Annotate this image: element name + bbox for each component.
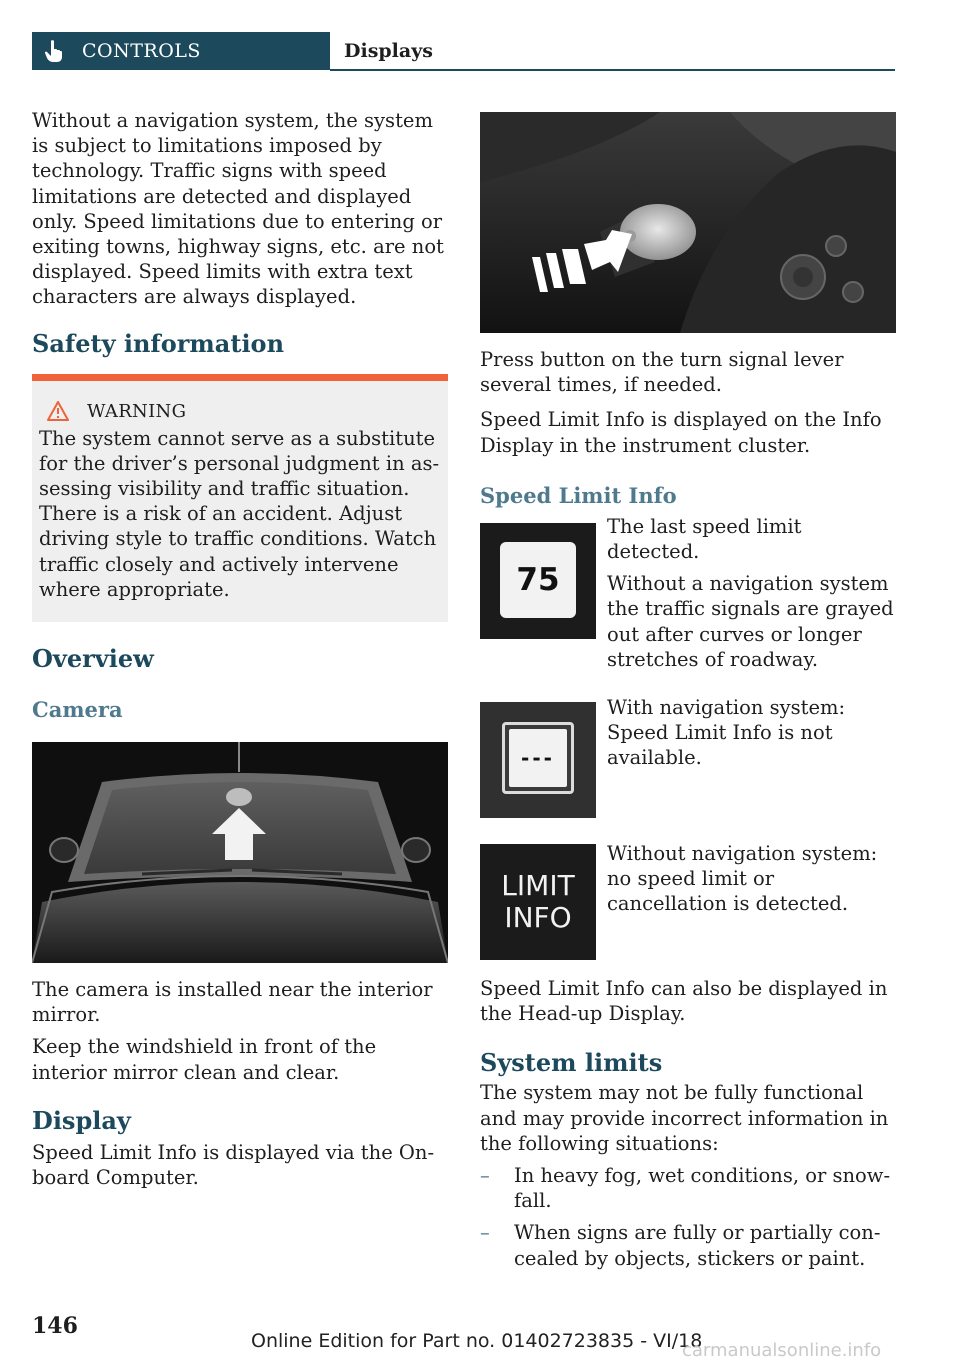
- limit-info-line-2: INFO: [504, 901, 572, 935]
- press-button-text: Press button on the turn signal lever several times, if needed.: [480, 348, 844, 397]
- page-number: 146: [32, 1313, 78, 1339]
- system-limits-heading: System limits: [480, 1048, 663, 1078]
- chapter-label: CONTROLS: [82, 40, 201, 62]
- intro-paragraph: Without a navigation system, the system is subject to limitations imposed by technology. Traffic signs with speed limitations are detected and displayed only. Speed limitations due to entering or exiting towns, highway signs, etc. are not displayed. Speed limits with extra text characters are always displayed.: [32, 109, 444, 309]
- sign1-text-2: Without a navigation system the traffic signals are grayed out after curves or longer stretches of roadway.: [607, 572, 894, 671]
- camera-heading: Camera: [32, 697, 123, 723]
- sign3-description: [607, 841, 896, 960]
- speed-limit-unavailable-icon: [480, 702, 596, 818]
- bullet-dash: –: [480, 1164, 490, 1188]
- turn-signal-illustration: [480, 112, 896, 333]
- edition-footer: Online Edition for Part no. 01402723835 - VI/18: [251, 1330, 703, 1352]
- header-rule: [330, 69, 895, 71]
- sign-row-unavailable: [480, 695, 896, 818]
- unavailable-value: ---: [521, 746, 555, 771]
- bullet-dash: –: [480, 1221, 490, 1245]
- car-front-illustration: [32, 742, 448, 963]
- speed-limit-75-icon: [480, 523, 596, 639]
- speed-limit-info-heading: Speed Limit Info: [480, 482, 677, 508]
- safety-heading: Safety information: [32, 328, 285, 358]
- sign2-description: [607, 695, 896, 818]
- hud-text: Speed Limit Info can also be displayed in the Head-up Display.: [480, 977, 888, 1026]
- warning-triangle-icon: [47, 401, 69, 421]
- list-item-text: In heavy fog, wet conditions, or snowfall.: [514, 1164, 891, 1213]
- left-column: [32, 108, 448, 1197]
- display-heading: Display: [32, 1105, 131, 1135]
- system-limits-list: [480, 1163, 896, 1271]
- warning-label: WARNING: [87, 400, 187, 422]
- limit-info-line-1: LIMIT: [501, 869, 575, 903]
- sign-row-speed-limit: [480, 514, 896, 672]
- camera-location-text: The camera is installed near the interior mirror.: [32, 978, 433, 1027]
- system-limits-intro: The system may not be fully functional and may provide incorrect information in the following situations:: [480, 1081, 889, 1155]
- camera-clean-text: Keep the windshield in front of the interior mirror clean and clear.: [32, 1035, 377, 1084]
- page-header: [32, 32, 895, 72]
- list-item: [480, 1163, 896, 1213]
- sign3-text: Without navigation system: no speed limit or cancellation is detected.: [607, 842, 878, 916]
- sign1-description: [607, 514, 896, 672]
- sign2-text: With navigation system: Speed Limit Info is not available.: [607, 696, 846, 770]
- warning-box: [32, 374, 448, 622]
- sign-row-limit-info: [480, 841, 896, 960]
- unavailable-sign-frame: [502, 722, 574, 794]
- overview-heading: Overview: [32, 644, 154, 674]
- watermark: carmanualsonline.info: [682, 1340, 882, 1361]
- windshield-camera-image: [32, 742, 448, 963]
- section-title: Displays: [344, 40, 433, 62]
- warning-header: [39, 401, 440, 422]
- speed-sign-plate: [500, 542, 576, 618]
- right-column: [480, 112, 896, 1278]
- sign1-text-1: The last speed limit detected.: [607, 514, 802, 564]
- pointing-hand-icon: [44, 40, 64, 62]
- display-text: Speed Limit Info is displayed via the Onboard Computer.: [32, 1140, 435, 1190]
- chapter-tab[interactable]: [32, 32, 330, 70]
- list-item-text: When signs are fully or partially concealed by objects, stickers or paint.: [514, 1221, 881, 1270]
- info-display-text: Speed Limit Info is displayed on the Info Display in the instrument cluster.: [480, 408, 882, 457]
- turn-signal-lever-image: [480, 112, 896, 333]
- warning-text: The system cannot serve as a substitute for the driver’s personal judgment in assessing visibility and traffic situation. There is a risk of an accident. Adjust driving style to traffic conditions. Watch traffic closely and actively intervene where appropriate.: [39, 426, 440, 601]
- speed-value: 75: [516, 561, 560, 598]
- limit-info-icon: [480, 844, 596, 960]
- unavailable-sign-plate: [509, 729, 567, 787]
- list-item: [480, 1220, 896, 1270]
